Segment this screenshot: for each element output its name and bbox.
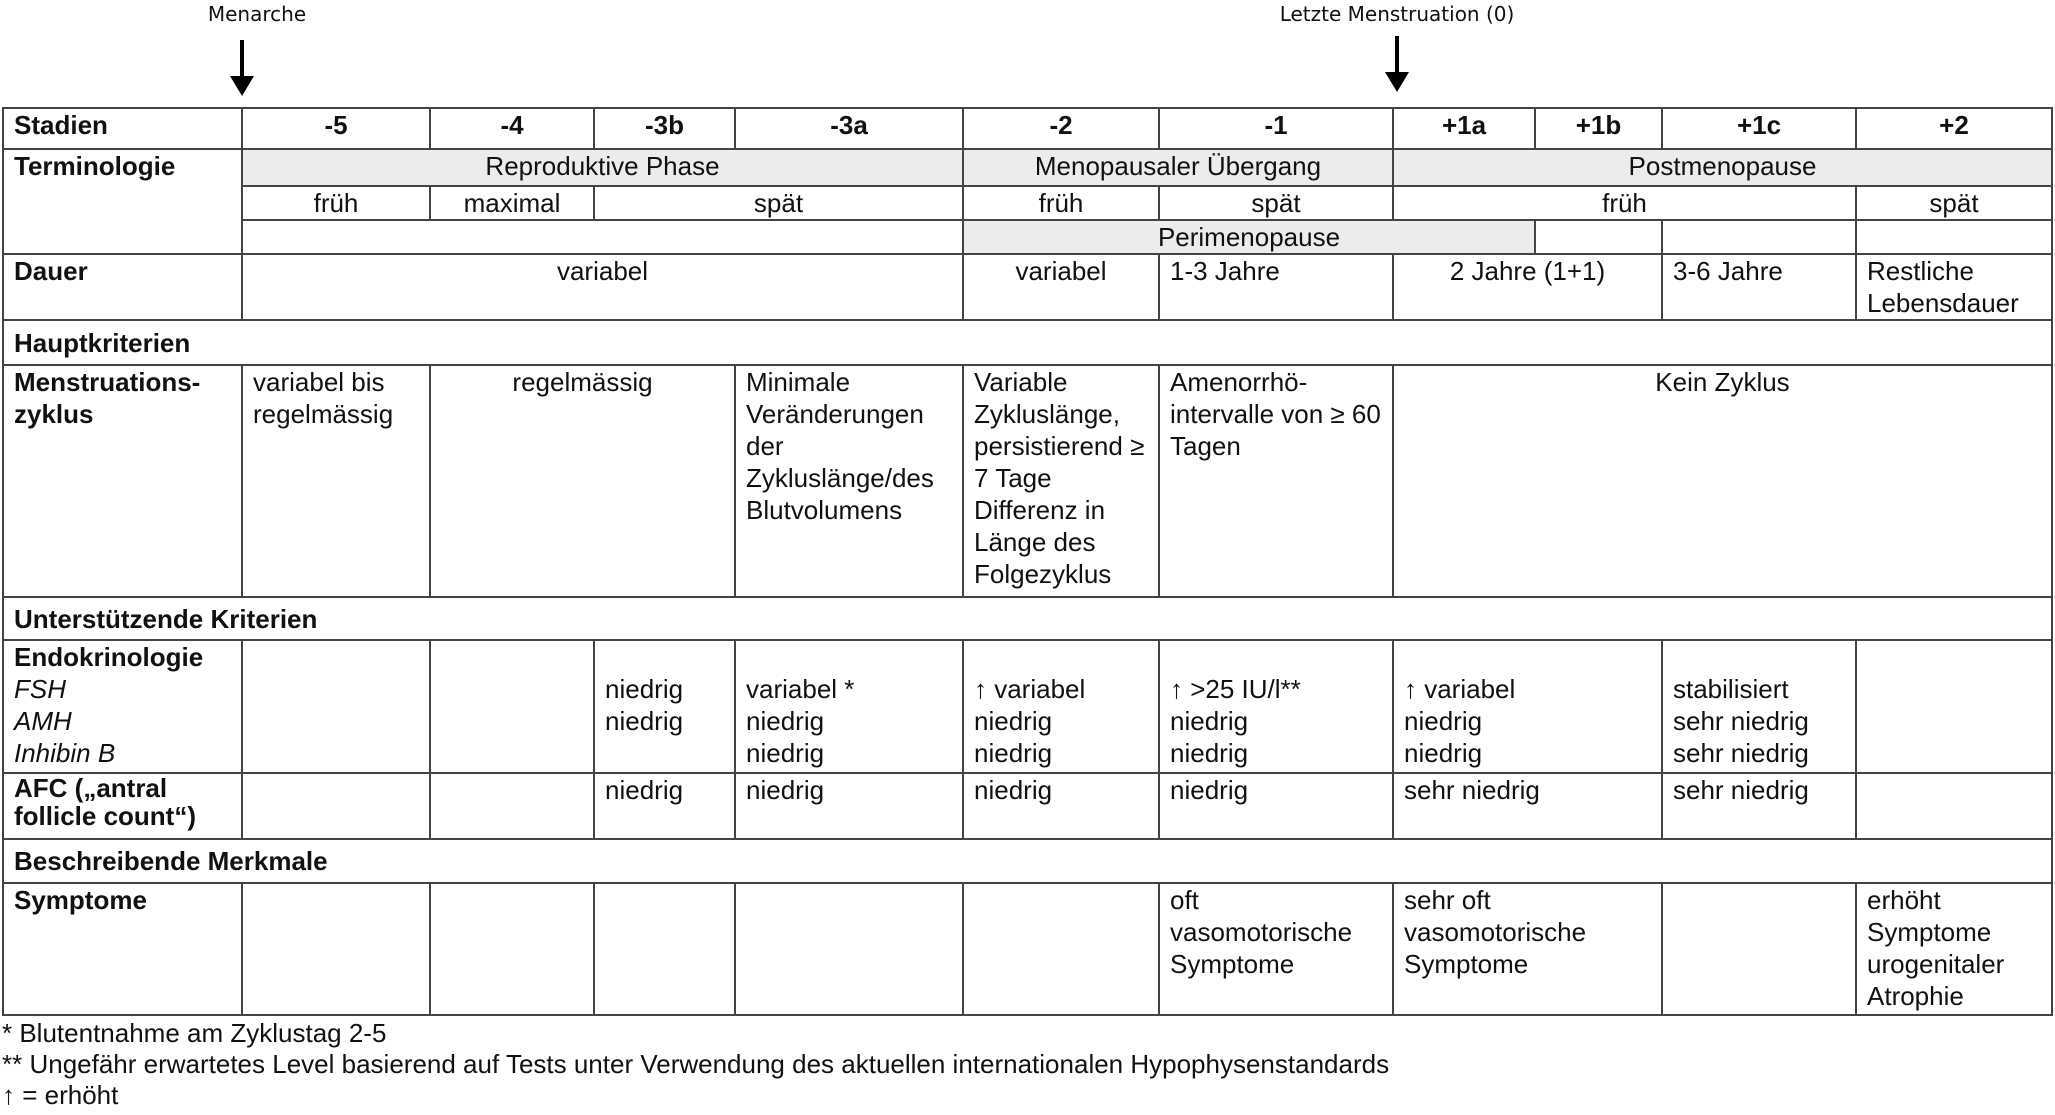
terminology-row [3, 149, 2052, 186]
stage-cell: -4 [430, 108, 594, 149]
empty-cell [1662, 220, 1856, 254]
fsh-value: variabel * [746, 674, 855, 704]
stage-cell: -1 [1159, 108, 1393, 149]
cycle-row [3, 365, 2052, 597]
duration-cell: 1-3 Jahre [1159, 254, 1393, 320]
inhibin-value: niedrig [605, 706, 684, 736]
empty-cell [1856, 773, 2052, 839]
empty-cell [430, 640, 594, 773]
afc-cell: sehr niedrig [1393, 773, 1662, 839]
duration-cell: 2 Jahre (1+1) [1393, 254, 1662, 320]
amh-value: niedrig [1170, 706, 1249, 736]
row-label [3, 640, 242, 773]
amh-value: niedrig [605, 674, 684, 704]
section-title: Beschreibende Merkmale [3, 839, 2052, 883]
empty-cell [242, 773, 430, 839]
footnote: * Blutentnahme am Zyklustag 2-5 [2, 1018, 387, 1048]
perimenopause-cell: Perimenopause [963, 220, 1535, 254]
perimenopause-row [3, 220, 2052, 254]
empty-cell [594, 883, 735, 1015]
section-header [3, 320, 2052, 365]
afc-cell: niedrig [594, 773, 735, 839]
amh-value: niedrig [974, 706, 1053, 736]
symptom-cell: oft vasomotorische Symptome [1159, 883, 1393, 1015]
row-label: Symptome [3, 883, 242, 1015]
amh-value: niedrig [746, 706, 825, 736]
stage-cell: +2 [1856, 108, 2052, 149]
stage-cell: +1b [1535, 108, 1662, 149]
cycle-cell: Variable Zykluslänge, persistierend ≥ 7 Tage Differenz in Länge des Folgezyklus [963, 365, 1159, 597]
fsh-value: stabilisiert [1673, 674, 1789, 704]
symptoms-row [3, 883, 2052, 1015]
inhibin-value: niedrig [974, 738, 1053, 768]
cycle-cell: regelmässig [430, 365, 735, 597]
row-label: Stadien [3, 108, 242, 149]
amh-label: AMH [14, 706, 72, 736]
subphase-cell: früh [963, 186, 1159, 220]
footnote: ** Ungefähr erwartetes Level basierend auf Tests unter Verwendung des aktuellen internationalen Hypophysenstandards [2, 1049, 1390, 1079]
phase-cell: Reproduktive Phase [242, 149, 963, 186]
subphase-row [3, 186, 2052, 220]
duration-cell: variabel [242, 254, 963, 320]
afc-cell: niedrig [1159, 773, 1393, 839]
empty-cell [242, 220, 963, 254]
row-label: Menstruations-zyklus [3, 365, 242, 597]
afc-cell: sehr niedrig [1662, 773, 1856, 839]
stage-cell: -5 [242, 108, 430, 149]
stage-cell: +1a [1393, 108, 1535, 149]
subphase-cell: spät [594, 186, 963, 220]
staging-table [2, 107, 2053, 1016]
empty-cell [1856, 220, 2052, 254]
section-title: Unterstützende Kriterien [3, 597, 2052, 640]
stage-cell: +1c [1662, 108, 1856, 149]
menarche-label: Menarche [207, 2, 307, 26]
stage-cell: -3b [594, 108, 735, 149]
stage-cell: -3a [735, 108, 963, 149]
inhibin-value: niedrig [746, 738, 825, 768]
footnote: ↑ = erhöht [2, 1080, 119, 1110]
empty-cell [1856, 640, 2052, 773]
section-title: Hauptkriterien [3, 320, 2052, 365]
afc-cell: niedrig [735, 773, 963, 839]
fsh-label: FSH [14, 674, 66, 704]
cycle-cell: Amenorrhö-intervalle von ≥ 60 Tagen [1159, 365, 1393, 597]
row-label: Dauer [3, 254, 242, 320]
amh-value: niedrig [1404, 706, 1483, 736]
endo-cell [594, 640, 735, 773]
empty-cell [963, 883, 1159, 1015]
amh-value: sehr niedrig [1673, 706, 1809, 736]
endo-label: Endokrinologie [14, 642, 204, 672]
row-label: Terminologie [3, 149, 242, 254]
inhibin-value: sehr niedrig [1673, 738, 1809, 768]
subphase-cell: spät [1159, 186, 1393, 220]
afc-cell: niedrig [963, 773, 1159, 839]
empty-cell [242, 640, 430, 773]
empty-cell [1535, 220, 1662, 254]
afc-row [3, 773, 2052, 839]
section-header [3, 597, 2052, 640]
inhibin-value: niedrig [1170, 738, 1249, 768]
cycle-cell: variabel bis regelmässig [242, 365, 430, 597]
subphase-cell: früh [242, 186, 430, 220]
inhibin-label: Inhibin B [14, 738, 116, 768]
duration-cell: 3-6 Jahre [1662, 254, 1856, 320]
endo-cell [735, 640, 963, 773]
arrow-down-icon [1382, 36, 1412, 92]
cycle-cell: Kein Zyklus [1393, 365, 2052, 597]
empty-cell [430, 883, 594, 1015]
inhibin-value: niedrig [1404, 738, 1483, 768]
empty-cell [1662, 883, 1856, 1015]
endo-cell [963, 640, 1159, 773]
cycle-cell: Minimale Veränderungen der Zykluslänge/des Blutvolumens [735, 365, 963, 597]
empty-cell [242, 883, 430, 1015]
section-header [3, 839, 2052, 883]
duration-cell: Restliche Lebensdauer [1856, 254, 2052, 320]
stages-row [3, 108, 2052, 149]
content [2, 107, 2053, 1111]
duration-cell: variabel [963, 254, 1159, 320]
endo-cell [1393, 640, 1662, 773]
subphase-cell: maximal [430, 186, 594, 220]
stage-cell: -2 [963, 108, 1159, 149]
endo-cell [1662, 640, 1856, 773]
phase-cell: Postmenopause [1393, 149, 2052, 186]
last-menstruation-label: Letzte Menstruation (0) [1279, 2, 1515, 26]
subphase-cell: spät [1856, 186, 2052, 220]
fsh-value: ↑ variabel [1404, 674, 1516, 704]
subphase-cell: früh [1393, 186, 1856, 220]
empty-cell [735, 883, 963, 1015]
row-label: AFC („antral follicle count“) [3, 773, 242, 839]
endo-cell [1159, 640, 1393, 773]
endocrinology-row [3, 640, 2052, 773]
symptom-cell: erhöht Symptome urogenitaler Atrophie [1856, 883, 2052, 1015]
fsh-value: ↑ >25 IU/l** [1170, 674, 1301, 704]
phase-cell: Menopausaler Übergang [963, 149, 1393, 186]
arrow-down-icon [227, 40, 257, 96]
symptom-cell: sehr oft vasomotorische Symptome [1393, 883, 1662, 1015]
empty-cell [430, 773, 594, 839]
fsh-value: ↑ variabel [974, 674, 1086, 704]
duration-row [3, 254, 2052, 320]
footnotes [2, 1018, 2053, 1111]
